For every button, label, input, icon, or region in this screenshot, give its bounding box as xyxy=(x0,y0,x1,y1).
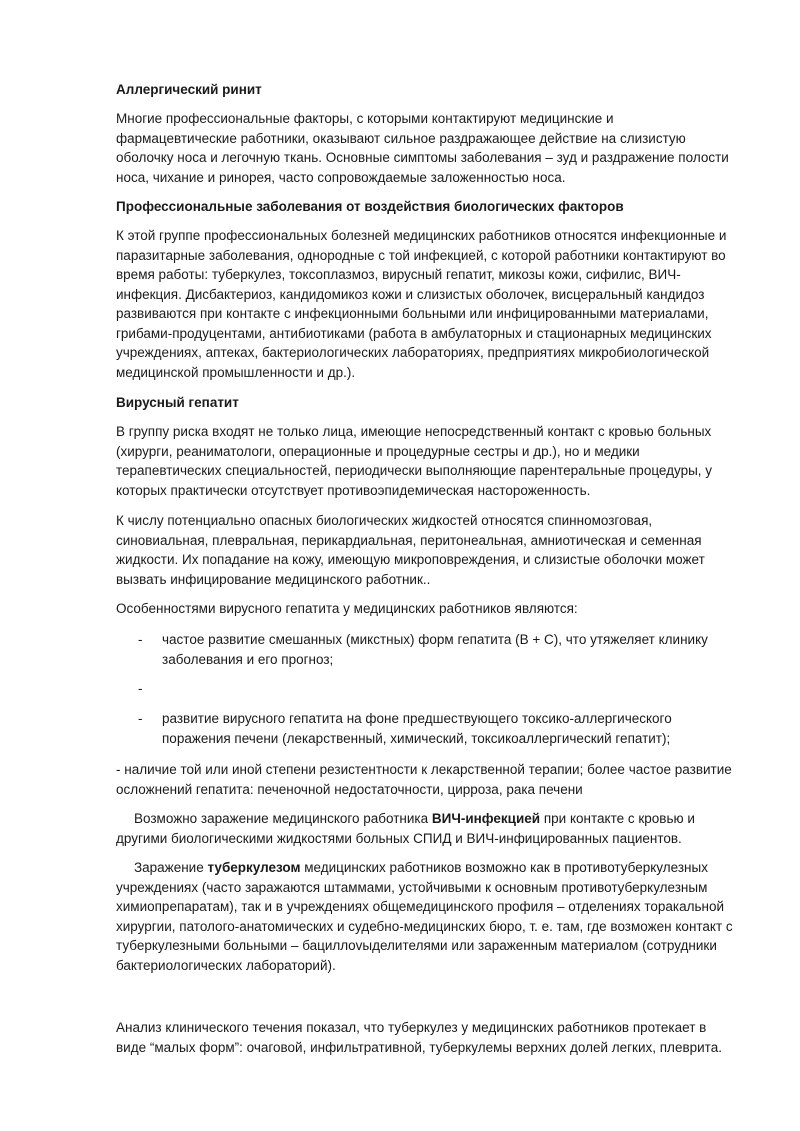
paragraph-resistance: - наличие той или иной степени резистентности к лекарственной терапии; более частое развитие осложнений гепатита: печеночной недостаточности, цирроза, рака печени xyxy=(116,762,732,797)
bullet-dash: - xyxy=(138,681,143,696)
paragraph-allergic-rhinitis: Многие профессиональные факторы, с которыми контактируют медицинские и фармацевтические работники, оказывают сильное раздражающее действие на слизистую оболочку носа и легочную ткань. Основные симптомы заболевания – зуд и раздражение полости носа, чихание и ринорея, часто сопровождаемые заложенностью носа. xyxy=(116,111,729,185)
hiv-text-end: при контакте с кровью и другими биологическими жидкостями больных СПИД и ВИЧ-инфицированных пациентов. xyxy=(116,811,695,846)
heading-viral-hepatitis: Вирусный гепатит xyxy=(116,395,239,410)
paragraph-tuberculosis xyxy=(116,858,736,975)
bullet-dash: - xyxy=(138,711,143,726)
paragraph-hepatitis-risk-group: В группу риска входят не только лица, имеющие непосредственный контакт с кровью больных (хирурги, реаниматологи, операционные и процедурные сестры и др.), но и медики терапевтических специальностей, периодически выполняющие парентеральные процедуры, у которых практически отсутствует противоэпидемическая настороженность. xyxy=(116,424,713,498)
list-item-text: частое развитие смешанных (микстных) форм гепатита (В + С), что утяжеляет клинику заболевания и его прогноз; xyxy=(162,632,708,667)
paragraph-hiv xyxy=(116,809,736,848)
bullet-dash: - xyxy=(138,632,143,647)
heading-biological-factors: Профессиональные заболевания от воздействия биологических факторов xyxy=(116,199,624,214)
hiv-text-start: Возможно заражение медицинского работника xyxy=(134,811,432,826)
tb-text-end: медицинских работников возможно как в противотуберкулезных учреждениях (часто заражаются штаммами, устойчивыми к основным противотуберкулезным химиопрепаратам), так и в учреждениях общемедицинского профиля – отделениях торакальной хирургии, патолого-анатомических и судебно-медицинских бюро, т. е. там, где возможен контакт с туберкулезными больными – бациллovыделителями или зараженным материалом (сотрудники бактериологических лабораторий). xyxy=(116,860,733,973)
tb-emphasis: туберкулезом xyxy=(207,860,301,875)
list-item-text: развитие вирусного гепатита на фоне предшествующего токсико-аллергического поражения печени (лекарственный, химический, токсикоаллергический гепатит); xyxy=(162,711,672,746)
paragraph-hepatitis-features-intro: Особенностями вирусного гепатита у медицинских работников являются: xyxy=(116,601,578,616)
paragraph-biological-fluids: К числу потенциально опасных биологических жидкостей относятся спинномозговая, синовиальная, плевральная, перикардиальная, перитонеальная, амниотическая и семенная жидкости. Их попадание на кожу, имеющую микроповреждения, и слизистые оболочки может вызвать инфицирование медицинского работник.. xyxy=(116,513,705,587)
paragraph-biological-factors: К этой группе профессиональных болезней медицинских работников относятся инфекционные и паразитарные заболевания, однородные с той инфекцией, с которой работники контактируют во время работы: туберкулез, токсоплазмоз, вирусный гепатит, микозы кожи, сифилис, ВИЧ-инфекция. Дисбактериоз, кандидомикоз кожи и слизистых оболочек, висцеральный кандидоз развиваются при контакте с инфекционными больными или инфицированными материалами, грибами-продуцентами, антибиотиками (работа в амбулаторных и стационарных медицинских учреждениях, аптеках, бактериологических лабораториях, предприятиях микробиологической медицинской промышленности и др.). xyxy=(116,228,727,380)
hiv-emphasis: ВИЧ-инфекцией xyxy=(431,811,541,826)
heading-allergic-rhinitis: Аллергический ринит xyxy=(116,82,262,97)
paragraph-clinical-analysis: Анализ клинического течения показал, что туберкулез у медицинских работников протекает в виде “малых форм”: очаговой, инфильтративной, туберкулемы верхних долей легких, плеврита. xyxy=(116,1020,722,1055)
tb-text-start: Заражение xyxy=(134,860,208,875)
